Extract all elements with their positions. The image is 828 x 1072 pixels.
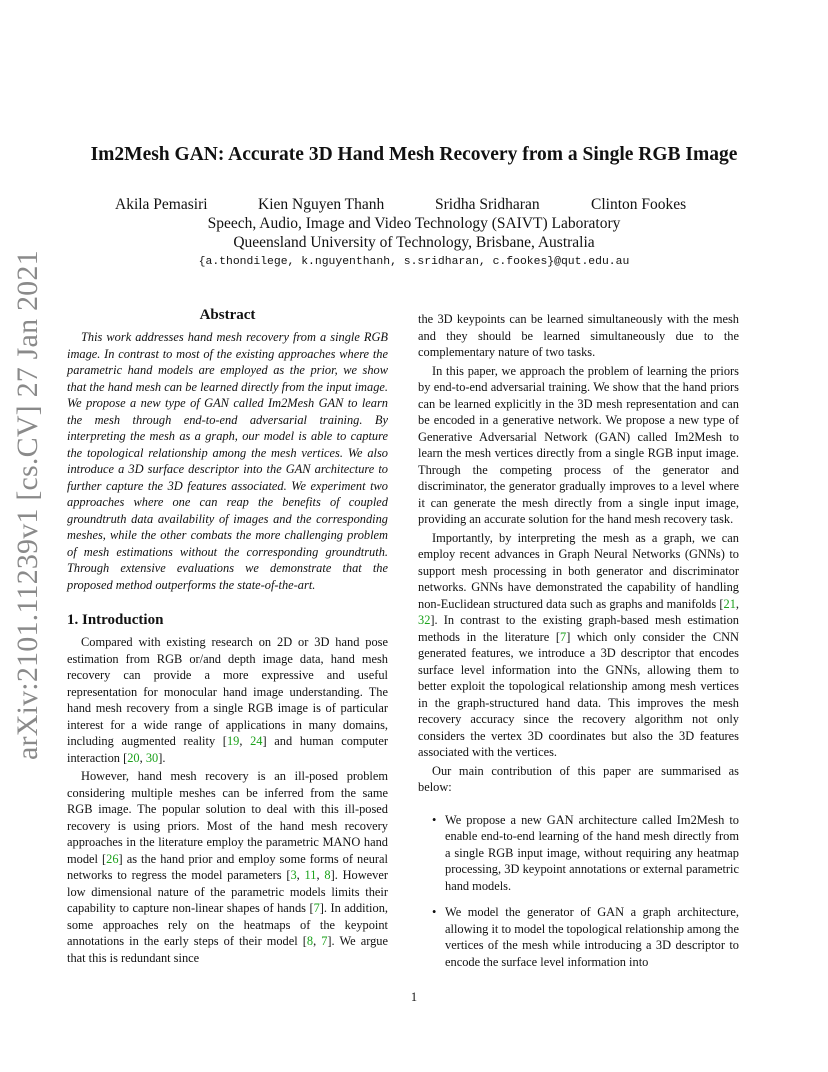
text-run: ]. <box>158 750 166 765</box>
body-paragraph: Our main contribution of this paper are summarised as below: <box>418 763 739 794</box>
citation-link[interactable]: 20 <box>127 750 140 765</box>
author-list <box>115 196 715 216</box>
body-paragraph: the 3D keypoints can be learned simultaneously with the mesh and they should be learned simultaneously due to the complementary nature of two tasks. <box>418 312 739 359</box>
citation-link[interactable]: 11 <box>304 868 317 882</box>
arxiv-identifier: arXiv:2101.11239v1 [cs.CV] 27 Jan 2021 <box>11 250 44 760</box>
affiliation-line: Queensland University of Technology, Brisbane, Australia <box>233 234 595 251</box>
author-name: Akila Pemasiri <box>115 196 208 213</box>
citation-link[interactable]: 7 <box>560 629 567 644</box>
section-heading-introduction: 1. Introduction <box>67 612 164 628</box>
citation-link[interactable]: 32 <box>418 613 431 627</box>
right-column <box>418 311 739 980</box>
bullet-icon: • <box>432 905 437 919</box>
author-emails: {a.thondilege, k.nguyenthanh, s.sridharan, c.fookes}@qut.edu.au <box>198 256 630 268</box>
citation-link[interactable]: 24 <box>250 734 263 748</box>
text-run: , <box>313 934 322 948</box>
contribution-list <box>418 812 739 971</box>
text-run: ]. However low dimensional nature of the parametric models limits their capability to capture non-linear shapes of hands [ <box>67 868 388 915</box>
citation-link[interactable]: 30 <box>145 750 159 765</box>
citation-link[interactable]: 3 <box>290 868 297 882</box>
list-item-text: We model the generator of GAN a graph architecture, allowing it to model the topological relationship among the vertices of the mesh while introducing a 3D descriptor to encode the surface level information into <box>445 905 739 969</box>
text-run: , <box>239 734 251 748</box>
abstract-heading: Abstract <box>199 307 256 323</box>
body-paragraph <box>418 530 739 761</box>
affiliation-line: Speech, Audio, Image and Video Technology (SAIVT) Laboratory <box>207 215 621 232</box>
list-item-text: We propose a new GAN architecture called Im2Mesh to enable end-to-end learning of the hand mesh directly from a single RGB input image, without requiring any heatmap processing, 3D keypoint annotations or external parametric hand models. <box>445 812 739 893</box>
text-run: ]. In contrast to the existing graph-based mesh estimation methods in the literature [ <box>418 613 739 644</box>
author-name: Clinton Fookes <box>591 196 687 213</box>
text-run: ] as the hand prior and employ some forms of neural networks to regress the model parameters [ <box>67 851 388 882</box>
text-run: ] and human computer interaction [ <box>67 734 389 765</box>
text-run: , <box>735 596 739 611</box>
citation-link[interactable]: 26 <box>106 851 119 866</box>
text-run: ]. In addition, some approaches rely on the heatmaps of the keypoint annotations in the early steps of their model [ <box>67 901 388 948</box>
body-paragraph: In this paper, we approach the problem of learning the priors by end-to-end adversarial training. We show that the hand priors can be learned explicitly in the 3D mesh representation and can be encoded in a generative network. We propose a new type of Generative Adversarial Network (GAN) called Im2Mesh to learn the mesh vertices directly from a single RGB input image. Through the competing process of the generator and discriminator, the generator gradually improves to a level where it can generate the mesh directly from a single input image, providing an accurate solution for the hand mesh recovery task. <box>418 363 739 526</box>
citation-link[interactable]: 8 <box>306 934 314 948</box>
citation-link[interactable]: 19 <box>226 734 240 748</box>
text-run: Compared with existing research on 2D or 3D hand pose estimation from RGB or/and depth image data, hand mesh recovery can provide a more expressive and useful representation for monocular hand image understanding. The hand mesh recovery from a single RGB image is of particular interest for a wide range of applications in many domains, including augmented reality [ <box>67 635 388 748</box>
bullet-icon: • <box>432 812 437 827</box>
text-run: , <box>296 868 305 882</box>
list-item <box>418 904 739 970</box>
author-name: Kien Nguyen Thanh <box>258 196 385 213</box>
left-column <box>67 306 388 966</box>
list-item <box>418 812 739 895</box>
text-run: Importantly, by interpreting the mesh as a graph, we can employ recent advances in Graph Neural Networks (GNNs) to support mesh processing in both generator and discriminator networks. GNNs have demonstrated the capability of handling non-Euclidean structured data such as graphs and manifolds [ <box>418 530 739 611</box>
citation-link[interactable]: 8 <box>324 868 331 882</box>
citation-link[interactable]: 21 <box>723 596 736 611</box>
intro-paragraph <box>67 768 388 966</box>
abstract-text: This work addresses hand mesh recovery from a single RGB image. In contrast to most of the existing approaches where the parametric hand models are employed as the prior, we show that the hand mesh can be learned directly from the input image. We propose a new type of GAN called Im2Mesh GAN to learn the mesh through end-to-end adversarial training. By interpreting the mesh as a graph, our model is able to capture the topological relationship among the mesh vertices. We also introduce a 3D surface descriptor into the GAN architecture to further capture the 3D features associated. We experiment two approaches where one can reap the benefits of coupled groundtruth data availability of images and the corresponding meshes, while the other combats the more challenging problem of mesh estimations without the corresponding groundtruth. Through extensive evaluations we demonstrate that the proposed method outperforms the state-of-the-art. <box>67 330 388 592</box>
citation-link[interactable]: 7 <box>321 934 328 948</box>
text-run: , <box>139 750 146 765</box>
paper-title: Im2Mesh GAN: Accurate 3D Hand Mesh Recovery from a Single RGB Image <box>90 144 738 165</box>
text-run: However, hand mesh recovery is an ill-posed problem considering multiple meshes can be inferred from the same RGB image. The popular solution to deal with this ill-posed recovery is using priors. Most of the hand mesh recovery approaches in the literature employ the parametric MANO hand model [ <box>67 769 388 866</box>
text-run: ] which only consider the CNN generated features, we introduce a 3D descriptor that encodes surface level information into the GNNs, allowing them to better exploit the topological relationship among mesh vertices in the graph-structured hand data. This improves the mesh recovery accuracy since the recovery algorithm not only considers the vertex 3D coordinates but also the 3D features associated with the vertices. <box>418 629 739 759</box>
citation-link[interactable]: 7 <box>313 901 320 915</box>
text-run: ]. We argue that this is redundant since <box>67 934 388 965</box>
intro-paragraph <box>67 634 388 766</box>
text-run: , <box>316 868 325 882</box>
author-name: Sridha Sridharan <box>435 196 540 213</box>
page-number: 1 <box>410 990 418 1004</box>
